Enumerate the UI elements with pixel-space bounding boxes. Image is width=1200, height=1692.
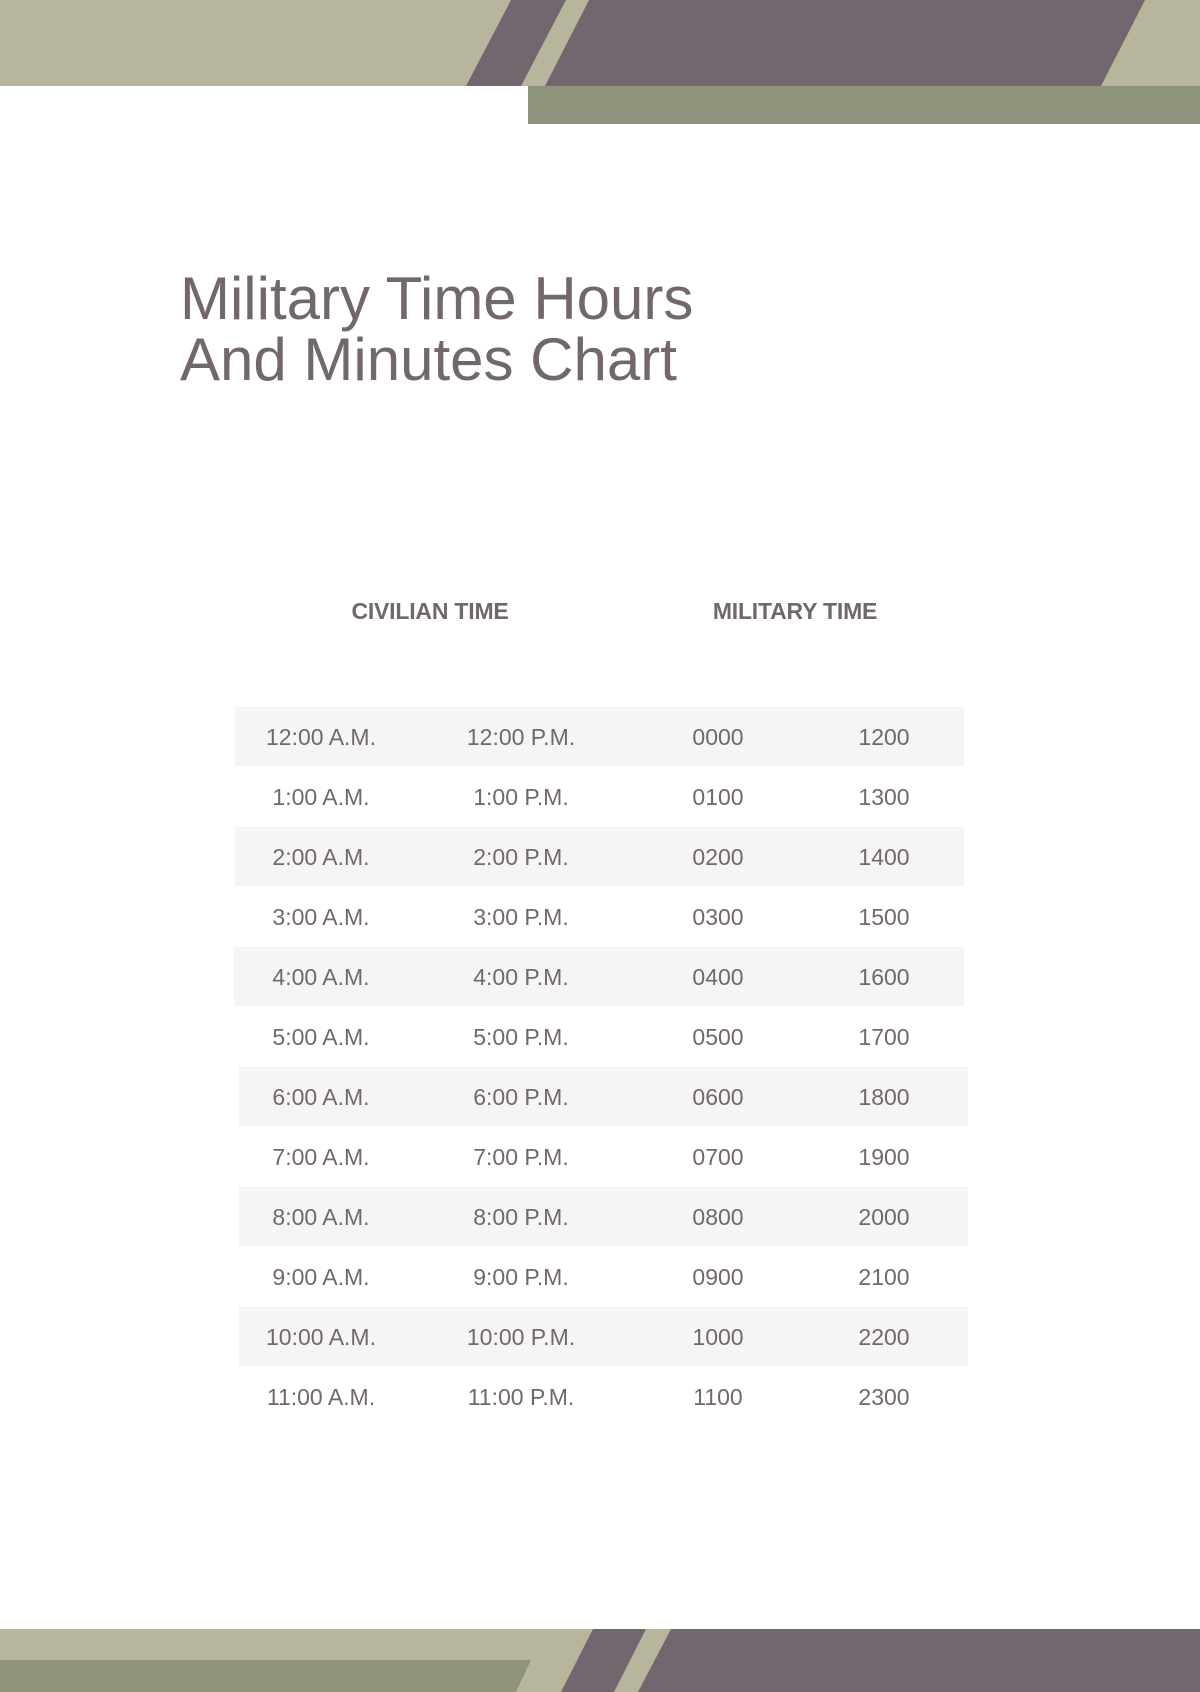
title-line-2: And Minutes Chart: [180, 326, 677, 393]
civilian-pm-cell: 11:00 P.M.: [467, 1384, 575, 1410]
table-row: [234, 1187, 964, 1247]
civilian-am-cell: 4:00 A.M.: [272, 964, 370, 990]
bottom-decorative-banner: [0, 1629, 1200, 1692]
military-pm-cell: 1300: [858, 784, 910, 810]
table-row: [234, 1247, 964, 1307]
civilian-pm-cell: 5:00 P.M.: [473, 1024, 569, 1050]
civilian-am-cell: 3:00 A.M.: [272, 904, 370, 930]
military-am-cell: 1000: [692, 1324, 744, 1350]
table-row: [234, 1067, 964, 1127]
civilian-pm-cell: 6:00 P.M.: [473, 1084, 569, 1110]
military-pm-cell: 2000: [858, 1204, 910, 1230]
civilian-pm-cell: 10:00 P.M.: [466, 1324, 576, 1350]
civilian-am-cell: 12:00 A.M.: [266, 724, 376, 750]
table-row: [234, 1367, 964, 1427]
table-row: [234, 707, 964, 767]
civilian-am-cell: 9:00 A.M.: [272, 1264, 370, 1290]
military-pm-cell: 2300: [858, 1384, 910, 1410]
military-am-cell: 1100: [693, 1384, 743, 1410]
civilian-pm-cell: 9:00 P.M.: [473, 1264, 569, 1290]
military-pm-cell: 2200: [858, 1324, 910, 1350]
civilian-am-cell: 11:00 A.M.: [266, 1384, 376, 1410]
civilian-am-cell: 7:00 A.M.: [272, 1144, 370, 1170]
military-am-cell: 0900: [692, 1264, 744, 1290]
civilian-pm-cell: 8:00 P.M.: [473, 1204, 569, 1230]
table-row: [234, 1127, 964, 1187]
military-am-cell: 0200: [692, 844, 744, 870]
military-pm-cell: 1500: [858, 904, 910, 930]
military-am-cell: 0300: [692, 904, 744, 930]
civilian-pm-cell: 3:00 P.M.: [473, 904, 569, 930]
table-row: [234, 827, 964, 887]
military-pm-cell: 1800: [858, 1084, 910, 1110]
military-am-cell: 0400: [692, 964, 744, 990]
military-pm-cell: 1700: [858, 1024, 910, 1050]
table-row: [234, 767, 964, 827]
table-row: [234, 1007, 964, 1067]
table-row: [234, 947, 964, 1007]
time-conversion-table: [234, 707, 964, 1427]
civilian-time-header: CIVILIAN TIME: [351, 598, 509, 624]
military-pm-cell: 2100: [858, 1264, 910, 1290]
civilian-am-cell: 1:00 A.M.: [272, 784, 370, 810]
military-pm-cell: 1600: [858, 964, 910, 990]
military-time-header: MILITARY TIME: [712, 598, 878, 624]
civilian-am-cell: 6:00 A.M.: [272, 1084, 370, 1110]
military-pm-cell: 1200: [858, 724, 910, 750]
civilian-am-cell: 5:00 A.M.: [272, 1024, 370, 1050]
military-pm-cell: 1900: [858, 1144, 910, 1170]
military-pm-cell: 1400: [858, 844, 910, 870]
military-am-cell: 0600: [692, 1084, 744, 1110]
civilian-pm-cell: 7:00 P.M.: [473, 1144, 569, 1170]
military-am-cell: 0000: [692, 724, 744, 750]
table-row: [234, 887, 964, 947]
military-am-cell: 0700: [692, 1144, 744, 1170]
table-row: [234, 1307, 964, 1367]
civilian-am-cell: 10:00 A.M.: [266, 1324, 376, 1350]
civilian-pm-cell: 12:00 P.M.: [466, 724, 576, 750]
civilian-pm-cell: 4:00 P.M.: [473, 964, 569, 990]
military-am-cell: 0500: [692, 1024, 744, 1050]
civilian-pm-cell: 2:00 P.M.: [473, 844, 569, 870]
title-line-1: Military Time Hours: [180, 265, 694, 332]
civilian-am-cell: 2:00 A.M.: [272, 844, 370, 870]
civilian-pm-cell: 1:00 P.M.: [473, 784, 569, 810]
military-am-cell: 0800: [692, 1204, 744, 1230]
document-title: [180, 265, 880, 393]
military-am-cell: 0100: [692, 784, 744, 810]
civilian-am-cell: 8:00 A.M.: [272, 1204, 370, 1230]
top-decorative-banner: [0, 0, 1200, 124]
